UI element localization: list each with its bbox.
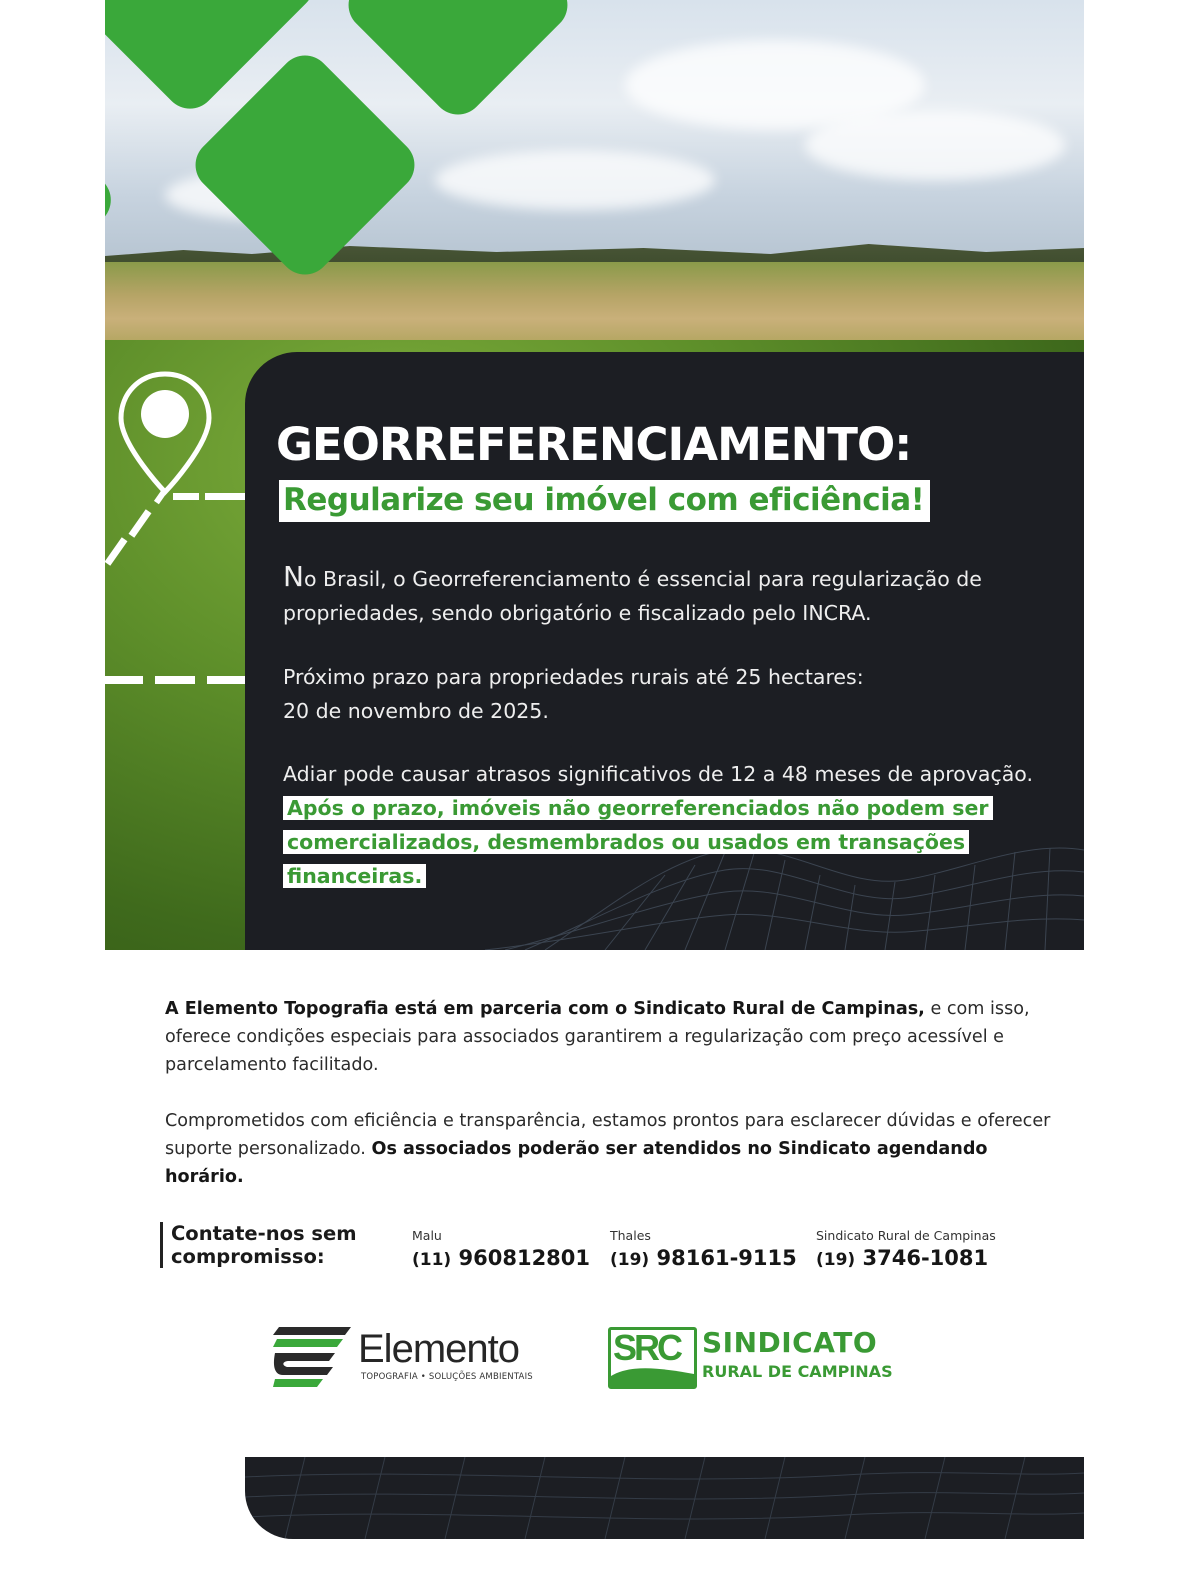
headline: GEORREFERENCIAMENTO:	[276, 418, 912, 471]
commitment-text: Comprometidos com eficiência e transparência, estamos prontos para esclarecer dúvidas e oferecer suporte personalizado.	[165, 1111, 1051, 1159]
deadline-text: Próximo prazo para propriedades rurais até 25 hectares:	[283, 665, 864, 689]
route-dash	[207, 676, 245, 684]
partnership-info	[165, 995, 1065, 1191]
partnership-paragraph	[165, 995, 1065, 1079]
sindicato-logo	[608, 1327, 928, 1389]
location-pin-icon	[115, 368, 215, 498]
contact-name: Malu	[412, 1228, 442, 1243]
sindicato-title: SINDICATO	[702, 1326, 878, 1359]
deadline-date: 20 de novembro de 2025.	[283, 699, 549, 723]
route-dash	[105, 676, 143, 684]
sindicato-subtitle: RURAL DE CAMPINAS	[702, 1362, 893, 1381]
route-dash	[155, 676, 195, 684]
contact-phone[interactable]: (11) 960812801	[412, 1246, 591, 1270]
contact-sindicato	[816, 1228, 996, 1274]
elemento-logo	[273, 1325, 563, 1390]
contact-name: Sindicato Rural de Campinas	[816, 1228, 996, 1243]
elemento-wordmark: Elemento	[358, 1327, 519, 1371]
src-abbr: SRC	[613, 1327, 681, 1368]
contact-phone[interactable]: (19) 3746-1081	[816, 1246, 989, 1270]
src-emblem	[608, 1327, 697, 1389]
contact-malu	[412, 1228, 590, 1274]
warning-paragraph	[283, 757, 1043, 893]
elemento-mark-icon	[273, 1325, 353, 1390]
commitment-bold: Os associados poderão ser atendidos no Sindicato agendando horário.	[165, 1139, 988, 1187]
subheadline: Regularize seu imóvel com eficiência!	[279, 480, 930, 522]
route-dash	[173, 493, 199, 500]
warning-highlight: Após o prazo, imóveis não georreferenciados não podem ser comercializados, desmembrados ou usados em transações financeiras.	[283, 796, 993, 888]
drop-initial: N	[283, 560, 304, 593]
footer-mesh	[245, 1457, 1084, 1539]
partnership-bold: A Elemento Topografia está em parceria com o Sindicato Rural de Campinas,	[165, 999, 925, 1019]
footer-band	[245, 1457, 1084, 1539]
warning-text: Adiar pode causar atrasos significativos de 12 a 48 meses de aprovação.	[283, 762, 1033, 786]
route-dash	[205, 493, 245, 500]
commitment-paragraph	[165, 1107, 1065, 1191]
elemento-tagline: TOPOGRAFIA • SOLUÇÕES AMBIENTAIS	[361, 1372, 533, 1382]
partnership-text: e com isso, oferece condições especiais para associados garantirem a regularização com preço acessível e parcelamento facilitado.	[165, 999, 1030, 1075]
contact-thales	[610, 1228, 797, 1274]
contact-label: Contate-nos sem compromisso:	[160, 1222, 357, 1268]
deadline-paragraph	[283, 660, 1073, 728]
intro-paragraph	[283, 560, 1073, 630]
hill-icon	[611, 1364, 694, 1386]
contact-phone[interactable]: (19) 98161-9115	[610, 1246, 797, 1270]
contact-name: Thales	[610, 1228, 651, 1243]
intro-text: o Brasil, o Georreferenciamento é essencial para regularização de propriedades, sendo obrigatório e fiscalizado pelo INCRA.	[283, 567, 982, 625]
